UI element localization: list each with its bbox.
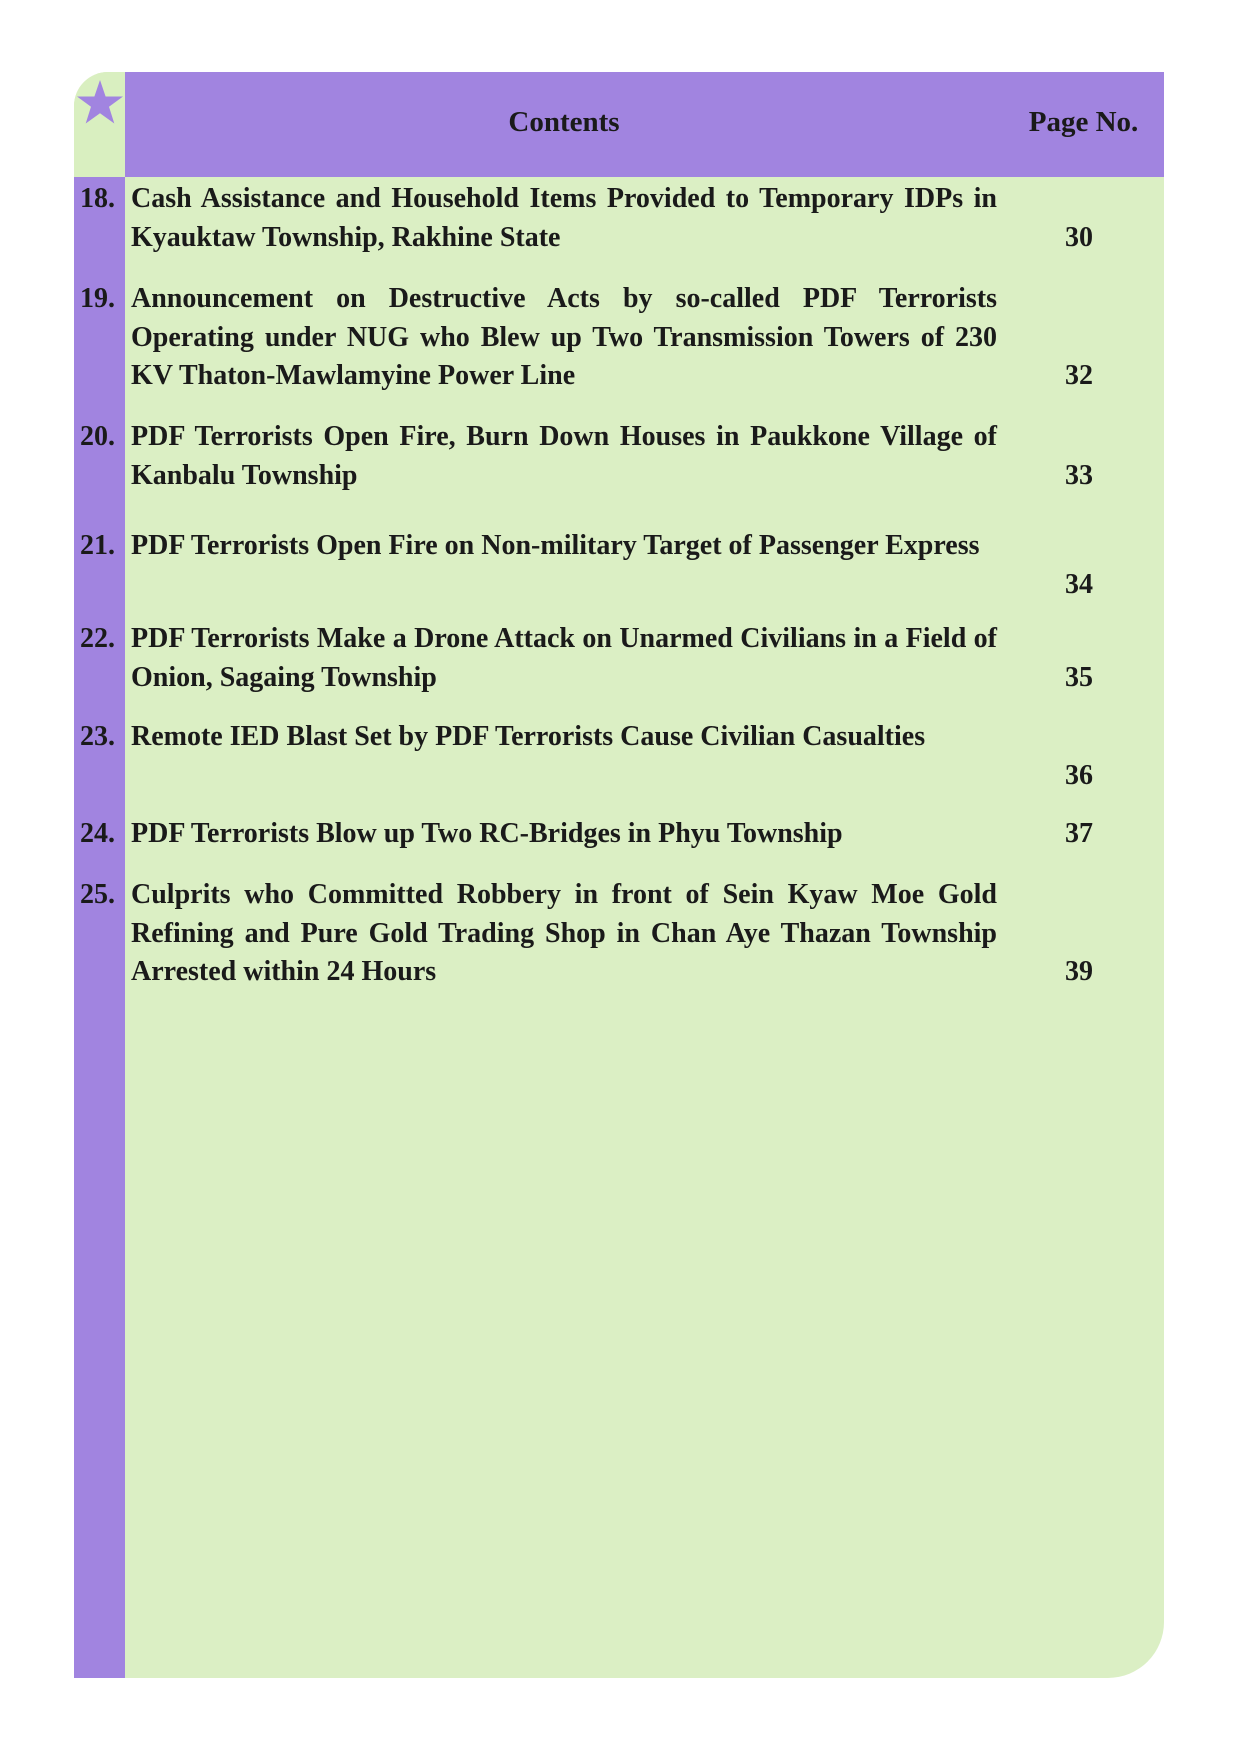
entry-title[interactable]: Culprits who Committed Robbery in front of Sein Kyaw Moe Gold Refining and Pure Gold Trading Shop in Chan Aye Thazan Township Arrested within 24 Hours <box>131 879 997 987</box>
entry-number: 21. <box>80 530 115 561</box>
entry-number: 24. <box>80 818 115 849</box>
contents-heading: Contents <box>508 106 620 138</box>
contents-panel <box>74 72 1164 1678</box>
entry-page-number: 30 <box>1065 221 1093 253</box>
entry-number: 20. <box>80 421 115 452</box>
entry-title[interactable]: Remote IED Blast Set by PDF Terrorists Cause Civilian Casualties <box>131 721 926 752</box>
entry-page-number: 39 <box>1065 956 1093 987</box>
entry-title[interactable]: PDF Terrorists Open Fire, Burn Down Houses in Paukkone Village of Kanbalu Township <box>131 421 997 491</box>
entry-title[interactable]: Cash Assistance and Household Items Provided to Temporary IDPs in Kyauktaw Township, Rakhine State <box>131 183 997 253</box>
corner-cell <box>74 72 125 177</box>
entry-page-number: 36 <box>1065 759 1093 791</box>
entry-title[interactable]: PDF Terrorists Open Fire on Non-military Target of Passenger Express <box>131 530 980 561</box>
entry-page-number: 33 <box>1065 459 1093 491</box>
entry-title[interactable]: PDF Terrorists Blow up Two RC-Bridges in Phyu Township <box>131 818 843 849</box>
entry-number: 22. <box>80 623 115 654</box>
entry-page-number: 32 <box>1065 360 1093 391</box>
entry-number: 18. <box>80 183 115 214</box>
entry-page-number: 35 <box>1065 661 1093 693</box>
entry-number: 23. <box>80 721 115 752</box>
page-number-heading: Page No. <box>1028 106 1139 138</box>
left-number-band <box>74 177 125 1678</box>
entry-page-number: 34 <box>1065 568 1093 600</box>
entry-page-number: 37 <box>1065 818 1093 849</box>
table-header <box>125 72 1164 177</box>
entry-title[interactable]: Announcement on Destructive Acts by so-called PDF Terrorists Operating under NUG who Blew up Two Transmission Towers of 230 KV Thaton-Mawlamyine Power Line <box>131 283 997 391</box>
entry-number: 19. <box>80 283 115 314</box>
star-icon <box>75 78 125 128</box>
entry-title[interactable]: PDF Terrorists Make a Drone Attack on Unarmed Civilians in a Field of Onion, Sagaing Township <box>131 623 997 693</box>
entry-number: 25. <box>80 879 115 910</box>
